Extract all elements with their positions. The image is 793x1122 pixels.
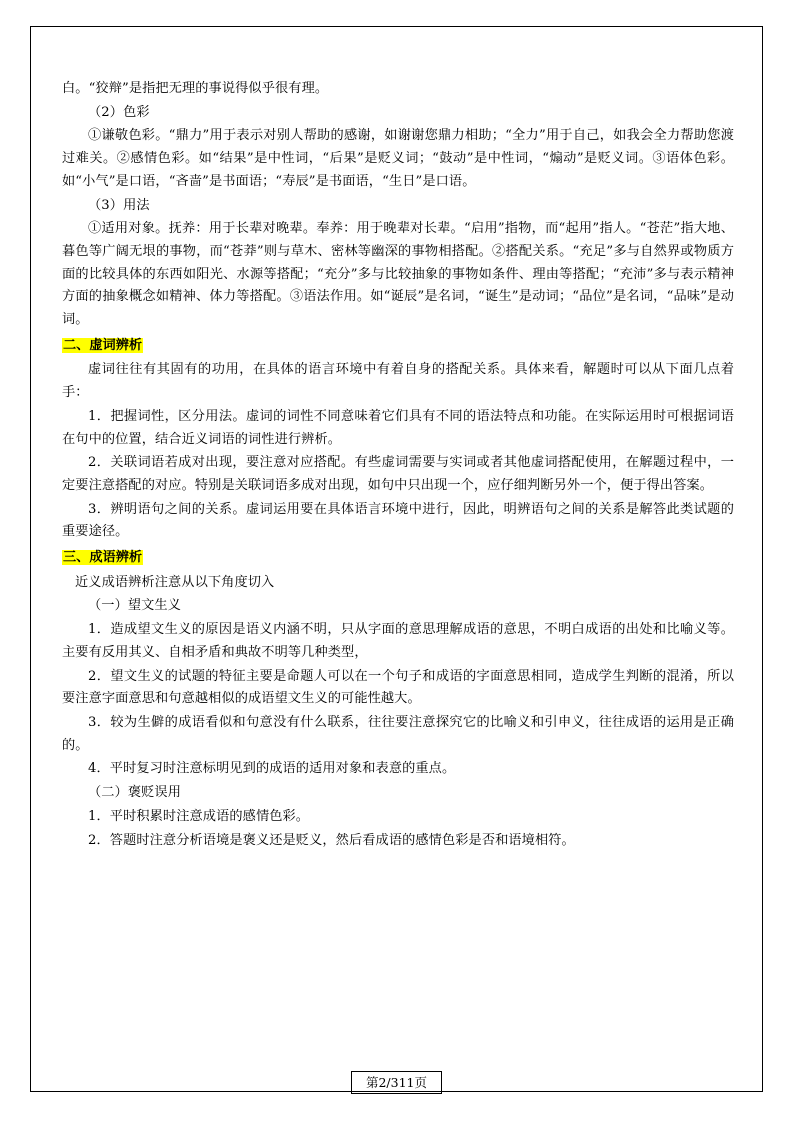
paragraph: 3．辨明语句之间的关系。虚词运用要在具体语言环境中进行，因此，明辨语句之间的关系是解答此类试题的重要途径。 bbox=[62, 501, 734, 540]
paragraph: （一）望文生义 bbox=[88, 598, 182, 614]
paragraph: ①适用对象。抚养：用于长辈对晚辈。奉养：用于晚辈对长辈。“启用”指物，而“起用”指人。“苍茫”指大地、暮色等广阔无垠的事物，而“苍莽”则与草木、密林等幽深的事物相搭配。②搭配关系。“充足”多与自然界或物质方面的比较具体的东西如阳光、水源等搭配；“充分”多与比较抽象的事物如条件、理由等搭配；“充沛”多与表示精神方面的抽象概念如精神、体力等搭配。③语法作用。如“诞辰”是名词，“诞生”是动词；“品位”是名词，“品味”是动词。 bbox=[62, 221, 734, 328]
paragraph: 1．平时积累时注意成语的感情色彩。 bbox=[88, 808, 310, 824]
paragraph: ①谦敬色彩。“鼎力”用于表示对别人帮助的感谢，如谢谢您鼎力相助；“全力”用于自己，如我会全力帮助您渡过难关。②感情色彩。如“结果”是中性词，“后果”是贬义词；“鼓动”是中性词，“煽动”是贬义词。③语体色彩。如“小气”是口语，“吝啬”是书面语；“寿辰”是书面语，“生日”是口语。 bbox=[62, 128, 734, 189]
paragraph: 1．造成望文生义的原因是语义内涵不明，只从字面的意思理解成语的意思，不明白成语的出处和比喻义等。主要有反用其义、自相矛盾和典故不明等几种类型， bbox=[62, 622, 734, 660]
section-heading-3-label: 三、成语辨析 bbox=[63, 550, 143, 566]
paragraph: 3．较为生僻的成语看似和句意没有什么联系，往往要注意探究它的比喻义和引申义，往往成语的运用是正确的。 bbox=[62, 714, 734, 753]
page-number: 第2/311页 bbox=[351, 1071, 442, 1095]
paragraph: （3）用法 bbox=[88, 197, 150, 213]
paragraph: 近义成语辨析注意从以下角度切入 bbox=[75, 574, 275, 590]
paragraph: 2．望文生义的试题的特征主要是命题人可以在一个句子和成语的字面意思相同，造成学生判断的混淆，所以要注意字面意思和句意越相似的成语望文生义的可能性越大。 bbox=[62, 668, 734, 707]
page-footer bbox=[0, 1071, 793, 1095]
paragraph: 虚词往往有其固有的功用，在具体的语言环境中有着自身的搭配关系。具体来看，解题时可以从下面几点着手： bbox=[62, 362, 734, 401]
section-heading-3 bbox=[62, 547, 734, 570]
paragraph: 4．平时复习时注意标明见到的成语的适用对象和表意的重点。 bbox=[88, 761, 456, 777]
paragraph: 1．把握词性，区分用法。虚词的词性不同意味着它们具有不同的语法特点和功能。在实际运用时可根据词语在句中的位置，结合近义词语的词性进行辨析。 bbox=[62, 408, 734, 447]
document-body bbox=[62, 78, 734, 853]
section-heading-2 bbox=[62, 335, 734, 358]
paragraph: （2）色彩 bbox=[88, 104, 150, 120]
paragraph: 白。“狡辩”是指把无理的事说得似乎很有理。 bbox=[62, 81, 329, 96]
paragraph: 2．答题时注意分析语境是褒义还是贬义，然后看成语的感情色彩是否和语境相符。 bbox=[88, 832, 575, 848]
section-heading-2-label: 二、虚词辨析 bbox=[63, 337, 143, 353]
paragraph: 2．关联词语若成对出现，要注意对应搭配。有些虚词需要与实词或者其他虚词搭配使用，在解题过程中，一定要注意搭配的对应。特别是关联词语多成对出现，如句中只出现一个，应仔细判断另外一个，便于得出答案。 bbox=[62, 455, 734, 493]
paragraph: （二）褒贬误用 bbox=[88, 785, 182, 801]
